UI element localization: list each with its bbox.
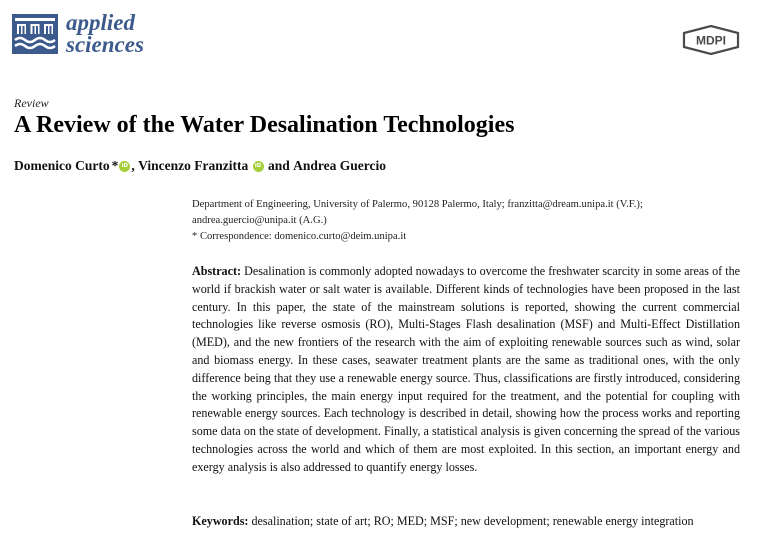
journal-name-line2: sciences bbox=[66, 32, 144, 57]
journal-name bbox=[66, 12, 144, 56]
affiliation-line: Department of Engineering, University of Palermo, 90128 Palermo, Italy; franzitta@dream.unipa.it (V.F.); bbox=[192, 199, 643, 210]
affiliation-line: andrea.guercio@unipa.it (A.G.) bbox=[192, 215, 327, 226]
keywords-label: Keywords: bbox=[192, 514, 249, 528]
article-title: A Review of the Water Desalination Technologies bbox=[14, 112, 515, 138]
author-name[interactable]: Andrea Guercio bbox=[293, 158, 386, 173]
author-list bbox=[14, 158, 386, 174]
journal-logo[interactable] bbox=[12, 12, 144, 56]
mdpi-logo-icon bbox=[682, 25, 740, 55]
abstract bbox=[192, 263, 740, 477]
author-name[interactable]: Vincenzo Franzitta bbox=[138, 158, 249, 173]
affiliations bbox=[192, 197, 752, 245]
author-name[interactable]: Domenico Curto bbox=[14, 158, 110, 173]
orcid-icon[interactable]: iD bbox=[119, 161, 130, 172]
author-separator: and bbox=[264, 158, 294, 173]
author-separator: , bbox=[131, 158, 139, 173]
applied-sciences-logo-icon bbox=[12, 14, 58, 54]
abstract-label: Abstract: bbox=[192, 264, 242, 278]
publisher-name: MDPI bbox=[696, 33, 726, 48]
article-type: Review bbox=[14, 96, 49, 110]
abstract-text: Desalination is commonly adopted nowadays to overcome the freshwater scarcity in some areas of the world if brackish water or salt water is available. Different kinds of technologies have been proposed in the last century. In this paper, the state of the mainstream solutions is reported, showing the current commercial technologies like reverse osmosis (RO), Multi-Stages Flash desalination (MSF) and Multi-Effect Distillation (MED), and the new frontiers of the research with the aim of exploiting renewable sources such as wind, solar and biomass energy. In these cases, seawater treatment plants are the same as traditional ones, with the only difference being that they use a renewable energy source. Thus, classifications are firstly introduced, considering the working principles, the main energy input required for the treatment, and the potential for coupling with renewable energy sources. Each technology is described in detail, showing how the process works and reporting some data on the state of development. Finally, a statistical analysis is given concerning the spread of the various technologies across the world and which of them are most exploited. In this section, an important energy and exergy analysis is also addressed to quantify energy losses. bbox=[192, 264, 740, 474]
keywords-text: desalination; state of art; RO; MED; MSF; new development; renewable energy integration bbox=[251, 514, 694, 528]
orcid-icon[interactable]: iD bbox=[253, 161, 264, 172]
publisher-logo[interactable] bbox=[682, 25, 740, 55]
keywords bbox=[192, 513, 752, 530]
journal-name-line1: applied bbox=[66, 10, 135, 35]
correspondence: * Correspondence: domenico.curto@deim.unipa.it bbox=[192, 231, 407, 242]
corresponding-mark: * bbox=[111, 158, 119, 173]
